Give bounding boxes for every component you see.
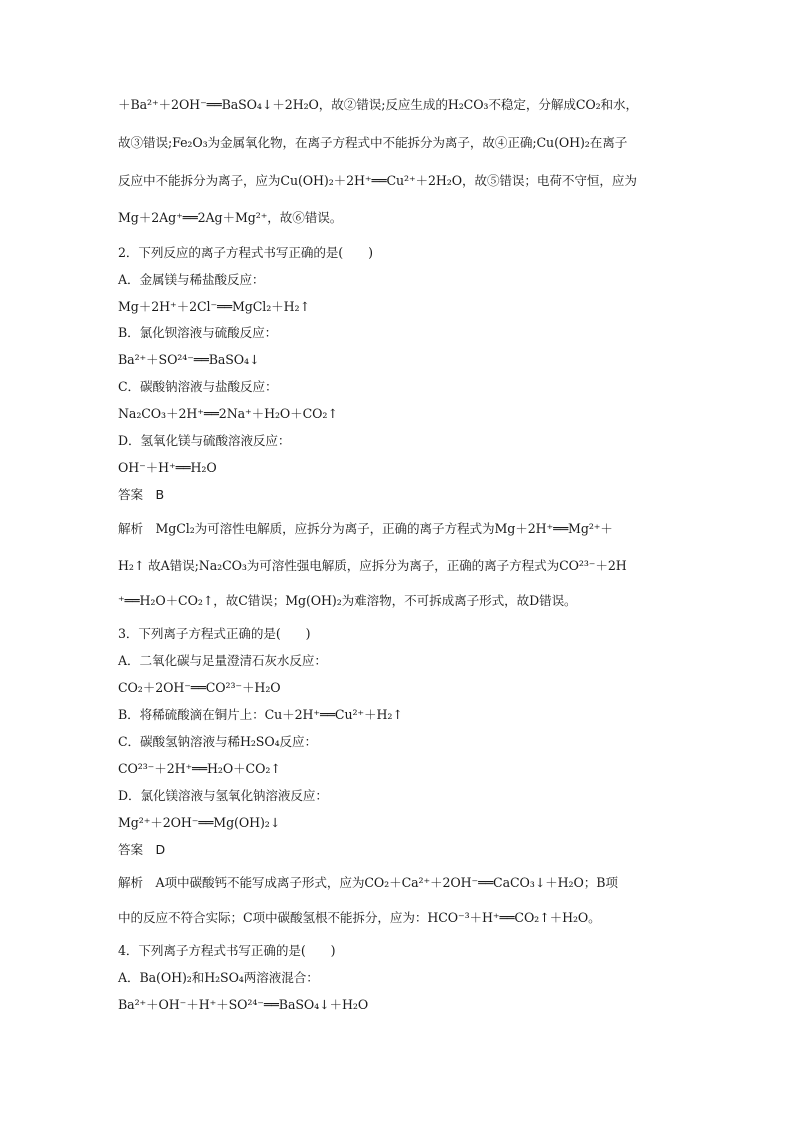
q3-answer: 答案 D <box>118 842 166 857</box>
q2-option-c: C．碳酸钠溶液与盐酸反应： <box>118 379 278 394</box>
q3-option-c: C．碳酸氢钠溶液与稀H₂SO₄反应： <box>118 734 317 749</box>
analysis-line-4: Mg＋2Ag⁺══2Ag＋Mg²⁺，故⑥错误。 <box>118 210 343 225</box>
analysis-line-1: ＋Ba²⁺＋2OH⁻══BaSO₄↓＋2H₂O，故②错误;反应生成的H₂CO₃不稳定，分解成CO₂和水， <box>118 97 639 112</box>
q3-analysis-line-2: 中的反应不符合实际；C项中碳酸氢根不能拆分，应为：HCO⁻³＋H⁺══CO₂↑＋H₂O。 <box>118 910 601 925</box>
question-2-title: 2．下列反应的离子方程式书写正确的是( ) <box>118 245 373 260</box>
q4-option-a-eq: Ba²⁺＋OH⁻＋H⁺＋SO²⁴⁻══BaSO₄↓＋H₂O <box>118 997 369 1012</box>
q2-answer: 答案 B <box>118 487 165 502</box>
q3-option-a-eq: CO₂＋2OH⁻══CO²³⁻＋H₂O <box>118 680 281 695</box>
q3-option-a: A．二氧化碳与足量澄清石灰水反应： <box>118 653 327 668</box>
q4-option-a: A．Ba(OH)₂和H₂SO₄两溶液混合： <box>118 970 319 985</box>
q3-option-d-eq: Mg²⁺＋2OH⁻══Mg(OH)₂↓ <box>118 815 281 830</box>
q2-option-b-eq: Ba²⁺＋SO²⁴⁻══BaSO₄↓ <box>118 352 260 367</box>
q2-analysis-line-2: H₂↑ 故A错误;Na₂CO₃为可溶性强电解质，应拆分为离子，正确的离子方程式为CO²³⁻＋2H <box>118 558 627 573</box>
q3-option-d: D．氯化镁溶液与氢氧化钠溶液反应： <box>118 788 328 803</box>
q3-option-b: B．将稀硫酸滴在铜片上：Cu＋2H⁺══Cu²⁺＋H₂↑ <box>118 707 403 722</box>
analysis-line-2: 故③错误;Fe₂O₃为金属氧化物，在离子方程式中不能拆分为离子，故④正确;Cu(OH)₂在离子 <box>118 135 628 150</box>
question-3-title: 3．下列离子方程式正确的是( ) <box>118 626 311 641</box>
q3-option-c-eq: CO²³⁻＋2H⁺══H₂O＋CO₂↑ <box>118 761 281 776</box>
q2-option-d-eq: OH⁻＋H⁺══H₂O <box>118 460 217 475</box>
q2-option-d: D．氢氧化镁与硫酸溶液反应： <box>118 433 291 448</box>
q2-option-c-eq: Na₂CO₃＋2H⁺══2Na⁺＋H₂O＋CO₂↑ <box>118 406 338 421</box>
q2-option-a-eq: Mg＋2H⁺＋2Cl⁻══MgCl₂＋H₂↑ <box>118 299 310 314</box>
analysis-line-3: 反应中不能拆分为离子，应为Cu(OH)₂＋2H⁺══Cu²⁺＋2H₂O，故⑤错误；电荷不守恒，应为 <box>118 173 637 188</box>
question-4-title: 4．下列离子方程式书写正确的是( ) <box>118 943 336 958</box>
q2-analysis-line-3: ⁺══H₂O＋CO₂↑，故C错误；Mg(OH)₂为难溶物，不可拆成离子形式，故D错误。 <box>118 593 577 608</box>
q2-analysis-line-1: 解析 MgCl₂为可溶性电解质，应拆分为离子，正确的离子方程式为Mg＋2H⁺══Mg²⁺＋ <box>118 521 613 536</box>
q2-option-b: B．氯化钡溶液与硫酸反应： <box>118 325 278 340</box>
q3-analysis-line-1: 解析 A项中碳酸钙不能写成离子形式，应为CO₂＋Ca²⁺＋2OH⁻══CaCO₃↓＋H₂O；B项 <box>118 875 618 890</box>
q2-option-a: A．金属镁与稀盐酸反应： <box>118 272 265 287</box>
